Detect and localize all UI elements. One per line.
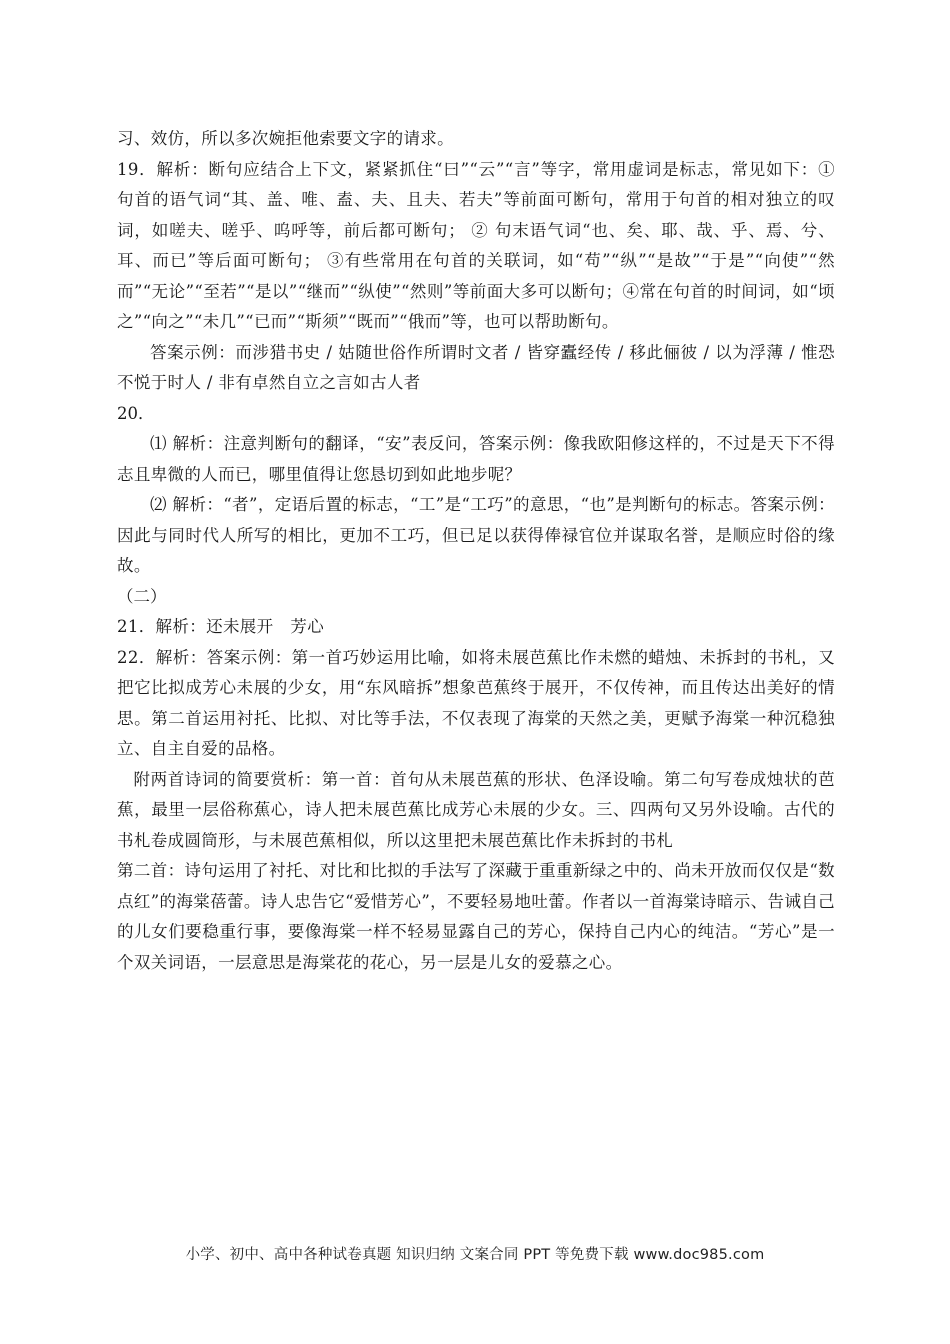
q20-number: 20． — [117, 403, 155, 423]
q19-answer: 答案示例：而涉猎书史 / 姑随世俗作所谓时文者 / 皆穿蠹经传 / 移此俪彼 / 以为浮薄 / 惟恐不悦于时人 / 非有卓然自立之言如古人者 — [117, 342, 835, 392]
appendix-part1: 附两首诗词的简要赏析：第一首：首句从未展芭蕉的形状、色泽设喻。第二句写卷成烛状的芭蕉，最里一层俗称蕉心，诗人把未展芭蕉比成芳心未展的少女。三、四两句又另外设喻。古代的书札卷成圆筒形，与未展芭蕉相似，所以这里把未展芭蕉比作未拆封的书札 — [117, 769, 835, 850]
page-content — [117, 124, 835, 978]
section-heading: （二） — [117, 586, 167, 606]
page-footer: 小学、初中、高中各种试卷真题 知识归纳 文案合同 PPT 等免费下载 www.doc985.com — [185, 1247, 765, 1263]
q19-analysis: 19．解析：断句应结合上下文，紧紧抓住“曰”“云”“言”等字，常用虚词是标志，常见如下：① 句首的语气词“其、盖、唯、盍、夫、且夫、若夫”等前面可断句，常用于句首的相对独立的叹词，如嗟夫、嗟乎、呜呼等，前后都可断句； ② 句末语气词“也、矣、耶、哉、乎、焉、兮、耳、而已”等后面可断句； ③有些常用在句首的关联词，如“苟”“纵”“是故”“于是”“向使”“然而”“无论”“至若”“是以”“继而”“纵使”“然则”等前面大多可以断句；④常在句首的时间词，如“顷之”“向之”“未几”“已而”“斯须”“既而”“俄而”等，也可以帮助断句。 — [117, 159, 835, 331]
q20-part2: ⑵ 解析：“者”，定语后置的标志，“工”是“工巧”的意思，“也”是判断句的标志。答案示例：因此与同时代人所写的相比，更加不工巧，但已足以获得俸禄官位并谋取名誉，是顺应时俗的缘故。 — [117, 495, 835, 575]
q21-analysis: 21．解析：还未展开 芳心 — [117, 617, 325, 636]
continuation-line: 习、效仿，所以多次婉拒他索要文字的请求。 — [117, 129, 454, 148]
q20-part1: ⑴ 解析：注意判断句的翻译，“安”表反问，答案示例：像我欧阳修这样的，不过是天下不得志且卑微的人而已，哪里值得让您恳切到如此地步呢？ — [117, 434, 835, 484]
q22-analysis: 22．解析：答案示例：第一首巧妙运用比喻，如将未展芭蕉比作未燃的蜡烛、未拆封的书札，又把它比拟成芳心未展的少女，用“东风暗拆”想象芭蕉终于展开，不仅传神，而且传达出美好的情思。第二首运用衬托、比拟、对比等手法，不仅表现了海棠的天然之美，更赋予海棠一种沉稳独立、自主自爱的品格。 — [117, 647, 835, 758]
appendix-part2: 第二首：诗句运用了衬托、对比和比拟的手法写了深藏于重重新绿之中的、尚未开放而仅仅是“数点红”的海棠蓓蕾。诗人忠告它“爱惜芳心”，不要轻易地吐蕾。作者以一首海棠诗暗示、告诫自己的儿女们要稳重行事，要像海棠一样不轻易显露自己的芳心，保持自己内心的纯洁。“芳心”是一个双关词语，一层意思是海棠花的花心，另一层是儿女的爱慕之心。 — [117, 861, 835, 972]
